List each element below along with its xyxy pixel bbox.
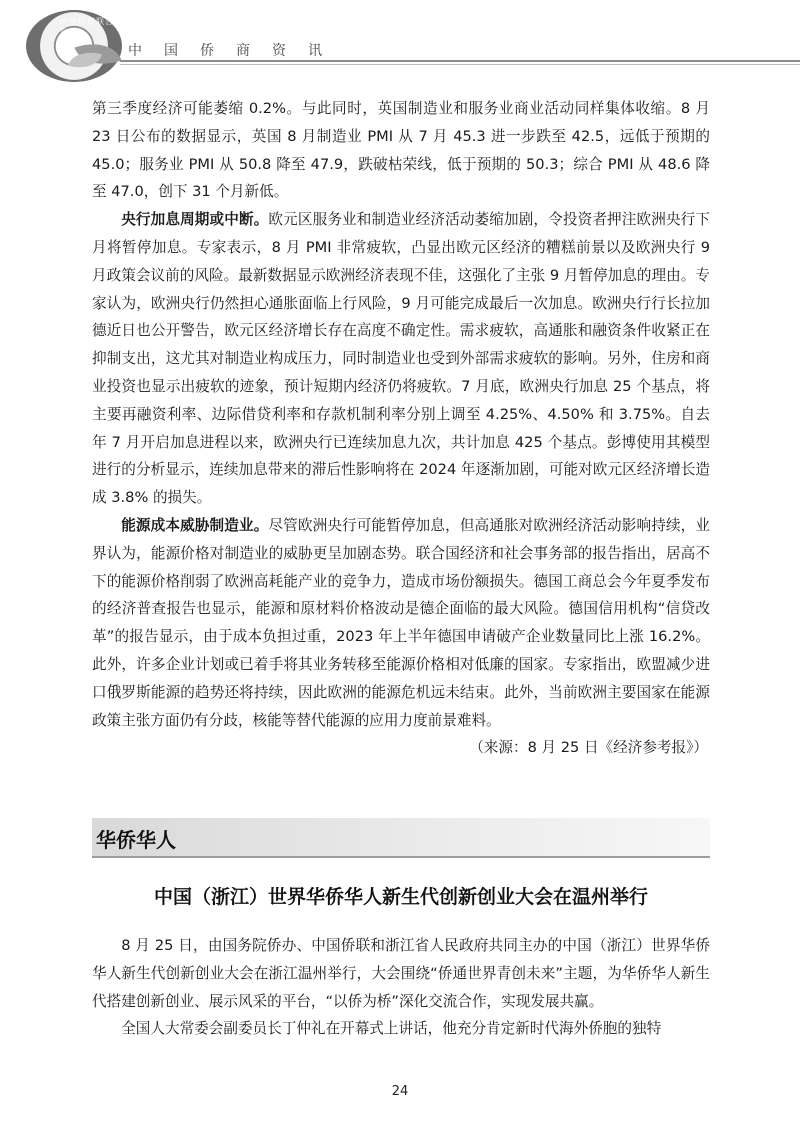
paragraph-uk-pmi: 第三季度经济可能萎缩 0.2%。与此同时，英国制造业和服务业商业活动同样集体收缩。8 月 23 日公布的数据显示，英国 8 月制造业 PMI 从 7 月 45.3 进一步跌至 42.5，远低于预期的 45.0；服务业 PMI 从 50.8 降至 47.9，跌破枯荣线，低于预期的 50.3；综合 PMI 从 48.6 降至 47.0，创下 31 个月新低。 [92,100,710,201]
section-header [92,818,710,858]
source-citation: （来源：8 月 25 日《经济参考报》） [469,739,708,757]
logo [26,10,122,82]
paragraph-conference-intro: 8 月 25 日，由国务院侨办、中国侨联和浙江省人民政府共同主办的中国（浙江）世界华侨华人新生代创新创业大会在浙江温州举行，大会围绕“侨通世界青创未来”主题，为华侨华人新生代搭建创新创业、展示风采的平台，“以侨为桥”深化交流合作，实现发展共赢。 [92,937,710,1010]
paragraph-text: 尽管欧洲央行可能暂停加息，但高通胀对欧洲经济活动影响持续，业界认为，能源价格对制造业的威胁更呈加剧态势。联合国经济和社会事务部的报告指出，居高不下的能源价格削弱了欧洲高耗能产业的竞争力，造成市场份额损失。德国工商总会今年夏季发布的经济普查报告也显示，能源和原材料价格波动是德企面临的最大风险。德国信用机构“信贷改革”的报告显示，由于成本负担过重，2023 年上半年德国申请破产企业数量同比上涨 16.2%。此外，许多企业计划或已着手将其业务转移至能源价格相对低廉的国家。专家指出，欧盟减少进口俄罗斯能源的趋势还将持续，因此欧洲的能源危机远未结束。此外，当前欧洲主要国家在能源政策主张方面仍有分歧，核能等替代能源的应用力度前景难料。 [92,516,710,729]
article-title: 中国（浙江）世界华侨华人新生代创新创业大会在温州举行 [153,886,648,908]
paragraph-conference-speech: 全国人大常委会副委员长丁仲礼在开幕式上讲话，他充分肯定新时代海外侨胞的独特 [121,1020,662,1038]
paragraph-ecb-rates [92,206,710,512]
page-number: 24 [391,1084,409,1099]
section-title: 华侨华人 [96,828,176,852]
header-divider [120,60,800,70]
page-header [0,0,800,80]
header-title: 中国侨商资讯 [128,43,344,59]
article-conference-body [92,932,710,1043]
paragraph-text: 欧元区服务业和制造业经济活动萎缩加剧，令投资者押注欧洲央行下月将暂停加息。专家表示，8 月 PMI 非常疲软，凸显出欧元区经济的糟糕前景以及欧洲央行 9 月政策会议前的风险。最新数据显示欧洲经济表现不佳，这强化了主张 9 月暂停加息的理由。专家认为，欧洲央行仍然担心通胀面临上行风险，9 月可能完成最后一次加息。欧洲央行行长拉加德近日也公开警告，欧元区经济增长存在高度不确定性。需求疲软，高通胀和融资条件收紧正在抑制支出，这尤其对制造业构成压力，同时制造业也受到外部需求疲软的影响。另外，住房和商业投资也显示出疲软的迹象，预计短期内经济仍将疲软。7 月底，欧洲央行加息 25 个基点，将主要再融资利率、边际借贷利率和存款机制利率分别上调至 4.25%、4.50% 和 3.75%。自去年 7 月开启加息进程以来，欧洲央行已连续加息九次，共计加息 425 个基点。彭博使用其模型进行的分析显示，连续加息带来的滞后性影响将在 2024 年逐渐加剧，可能对欧元区经济增长造成 3.8% 的损失。 [92,211,710,507]
article-economy-body [92,95,710,762]
paragraph-energy-costs [92,512,710,734]
logo-text: 中国侨商联合会 [60,17,114,37]
paragraph-lead: 央行加息周期或中断。 [121,211,269,229]
paragraph-lead: 能源成本威胁制造业。 [121,516,269,534]
